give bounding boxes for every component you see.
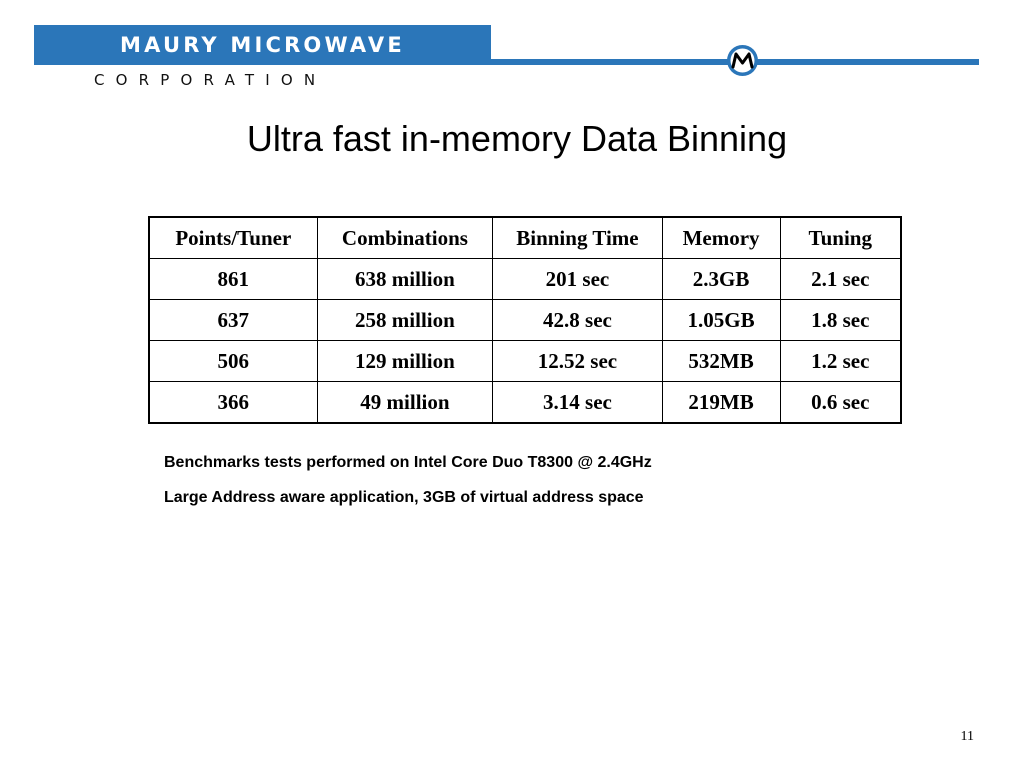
- benchmark-table: [148, 216, 902, 424]
- table-row: [149, 341, 901, 382]
- page-number: 11: [960, 729, 974, 744]
- cell-binning-time: 42.8 sec: [493, 300, 662, 341]
- cell-tuning: 1.8 sec: [780, 300, 901, 341]
- cell-memory: 2.3GB: [662, 259, 780, 300]
- cell-combinations: 129 million: [317, 341, 493, 382]
- company-header-banner: [34, 25, 491, 65]
- cell-binning-time: 12.52 sec: [493, 341, 662, 382]
- cell-memory: 219MB: [662, 382, 780, 424]
- slide-title: Ultra fast in-memory Data Binning: [246, 118, 788, 159]
- cell-combinations: 638 million: [317, 259, 493, 300]
- address-space-note: Large Address aware application, 3GB of virtual address space: [164, 489, 644, 506]
- cell-memory: 532MB: [662, 341, 780, 382]
- col-header-combinations: Combinations: [317, 217, 493, 259]
- benchmark-note: Benchmarks tests performed on Intel Core Duo T8300 @ 2.4GHz: [164, 454, 652, 471]
- table-row: [149, 259, 901, 300]
- col-header-points-tuner: Points/Tuner: [149, 217, 317, 259]
- cell-binning-time: 201 sec: [493, 259, 662, 300]
- cell-combinations: 49 million: [317, 382, 493, 424]
- company-logo-icon: [726, 44, 759, 77]
- table-row: [149, 300, 901, 341]
- col-header-tuning: Tuning: [780, 217, 901, 259]
- cell-binning-time: 3.14 sec: [493, 382, 662, 424]
- cell-points-tuner: 506: [149, 341, 317, 382]
- cell-tuning: 1.2 sec: [780, 341, 901, 382]
- cell-tuning: 0.6 sec: [780, 382, 901, 424]
- col-header-binning-time: Binning Time: [493, 217, 662, 259]
- cell-points-tuner: 366: [149, 382, 317, 424]
- company-subtitle: CORPORATION: [94, 71, 327, 89]
- table-row: [149, 382, 901, 424]
- cell-combinations: 258 million: [317, 300, 493, 341]
- table-header-row: [149, 217, 901, 259]
- col-header-memory: Memory: [662, 217, 780, 259]
- cell-points-tuner: 637: [149, 300, 317, 341]
- company-name: MAURY MICROWAVE: [120, 33, 405, 57]
- cell-memory: 1.05GB: [662, 300, 780, 341]
- cell-tuning: 2.1 sec: [780, 259, 901, 300]
- cell-points-tuner: 861: [149, 259, 317, 300]
